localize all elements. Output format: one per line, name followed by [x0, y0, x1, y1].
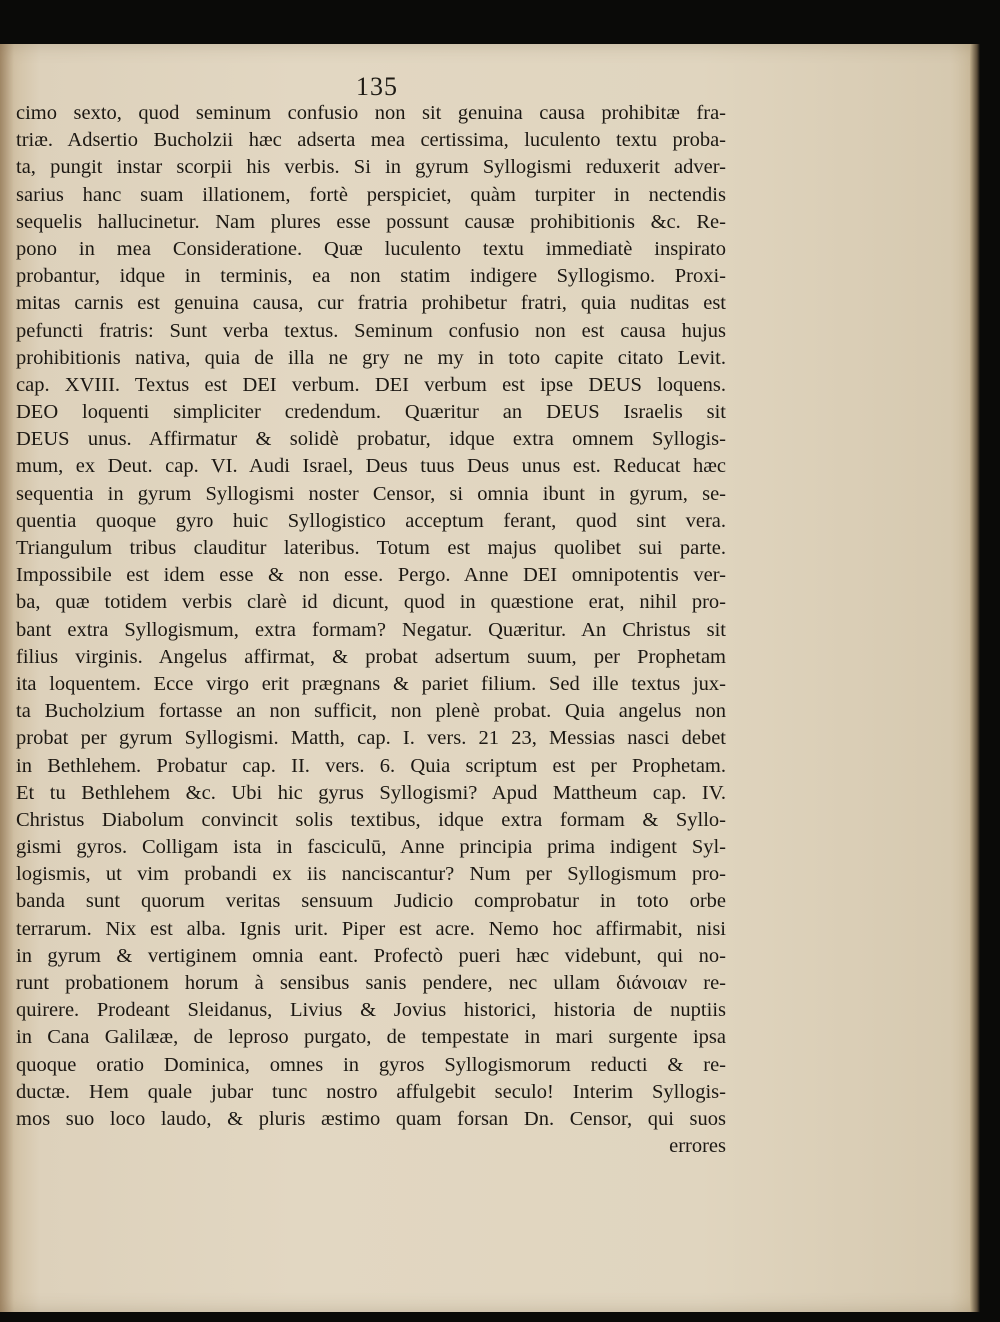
- text-line: ductæ. Hem quale jubar tunc nostro affulgebit seculo! Interim Syllogis-: [16, 1080, 726, 1103]
- text-line: filius virginis. Angelus affirmat, & probat adsertum suum, per Prophetam: [16, 645, 726, 668]
- text-line: pefuncti fratris: Sunt verba textus. Seminum confusio non est causa hujus: [16, 319, 726, 342]
- text-line: cap. XVIII. Textus est DEI verbum. DEI verbum est ipse DEUS loquens.: [16, 373, 726, 396]
- text-line: quoque oratio Dominica, omnes in gyros Syllogismorum reducti & re-: [16, 1053, 726, 1076]
- text-line: sequentia in gyrum Syllogismi noster Censor, si omnia ibunt in gyrum, se-: [16, 482, 726, 505]
- text-line: probantur, idque in terminis, ea non statim indigere Syllogismo. Proxi-: [16, 265, 726, 288]
- text-line: ita loquentem. Ecce virgo erit prægnans & pariet filium. Sed ille textus jux-: [16, 672, 726, 695]
- text-line: mitas carnis est genuina causa, cur fratria prohibetur fratri, quia nuditas est: [16, 292, 726, 315]
- body-text: [16, 100, 726, 1160]
- text-line: DEO loquenti simpliciter credendum. Quæritur an DEUS Israelis sit: [16, 401, 726, 424]
- text-line: bant extra Syllogismum, extra formam? Negatur. Quæritur. An Christus sit: [16, 618, 726, 641]
- text-line: runt probationem horum à sensibus sanis pendere, nec ullam διάνοιαν re-: [16, 972, 726, 994]
- text-line: triæ. Adsertio Bucholzii hæc adserta mea certissima, luculento textu proba-: [16, 129, 726, 152]
- text-line: DEUS unus. Affirmatur & solidè probatur, idque extra omnem Syllogis-: [16, 428, 726, 451]
- text-line: in Cana Galilææ, de leproso purgato, de tempestate in mari surgente ipsa: [16, 1026, 726, 1049]
- text-line: mos suo loco laudo, & pluris æstimo quam forsan Dn. Censor, qui suos: [16, 1107, 726, 1130]
- text-line: Impossibile est idem esse & non esse. Pergo. Anne DEI omnipotentis ver-: [16, 564, 726, 587]
- text-line: terrarum. Nix est alba. Ignis urit. Piper est acre. Nemo hoc affirmabit, nisi: [16, 917, 726, 940]
- text-line: prohibitionis nativa, quia de illa ne gry ne my in toto capite citato Levit.: [16, 346, 726, 369]
- text-line: cimo sexto, quod seminum confusio non sit genuina causa prohibitæ fra-: [16, 102, 726, 124]
- text-line: pono in mea Consideratione. Quæ luculento textu immediatè inspirato: [16, 237, 726, 260]
- text-line: in Bethlehem. Probatur cap. II. vers. 6. Quia scriptum est per Prophetam.: [16, 754, 726, 777]
- text-line: probat per gyrum Syllogismi. Matth, cap. I. vers. 21 23, Messias nasci debet: [16, 727, 726, 750]
- text-line: sarius hanc suam illationem, fortè perspiciet, quàm turpiter in nectendis: [16, 183, 726, 206]
- text-line: ta, pungit instar scorpii his verbis. Si in gyrum Syllogismi reduxerit adver-: [16, 156, 726, 179]
- text-line: ta Bucholzium fortasse an non sufficit, non plenè probat. Quia angelus non: [16, 700, 726, 723]
- page-number: 135: [356, 72, 398, 101]
- text-line: mum, ex Deut. cap. VI. Audi Israel, Deus tuus Deus unus est. Reducat hæc: [16, 455, 726, 478]
- text-line: Christus Diabolum convincit solis textibus, idque extra formam & Syllo-: [16, 808, 726, 831]
- text-line: ba, quæ totidem verbis clarè id dicunt, quod in quæstione erat, nihil pro-: [16, 591, 726, 614]
- text-line: quirere. Prodeant Sleidanus, Livius & Jovius historici, historia de nuptiis: [16, 999, 726, 1022]
- text-line: gismi gyros. Colligam ista in fasciculū, Anne principia prima indigent Syl-: [16, 836, 726, 859]
- text-line: logismis, ut vim probandi ex iis nanciscantur? Num per Syllogismum pro-: [16, 863, 726, 886]
- text-line: Et tu Bethlehem &c. Ubi hic gyrus Syllogismi? Apud Mattheum cap. IV.: [16, 781, 726, 804]
- text-line: quentia quoque gyro huic Syllogistico acceptum ferant, quod sint vera.: [16, 509, 726, 532]
- page-edge: [970, 44, 980, 1312]
- text-line: banda sunt quorum veritas sensuum Judicio comprobatur in toto orbe: [16, 890, 726, 913]
- catchword: errores: [669, 1135, 726, 1158]
- text-line: sequelis hallucinetur. Nam plures esse possunt causæ prohibitionis &c. Re-: [16, 210, 726, 233]
- text-line: in gyrum & vertiginem omnia eant. Profectò pueri hæc videbunt, qui no-: [16, 944, 726, 967]
- text-line: Triangulum tribus clauditur lateribus. Totum est majus quolibet sui parte.: [16, 537, 726, 559]
